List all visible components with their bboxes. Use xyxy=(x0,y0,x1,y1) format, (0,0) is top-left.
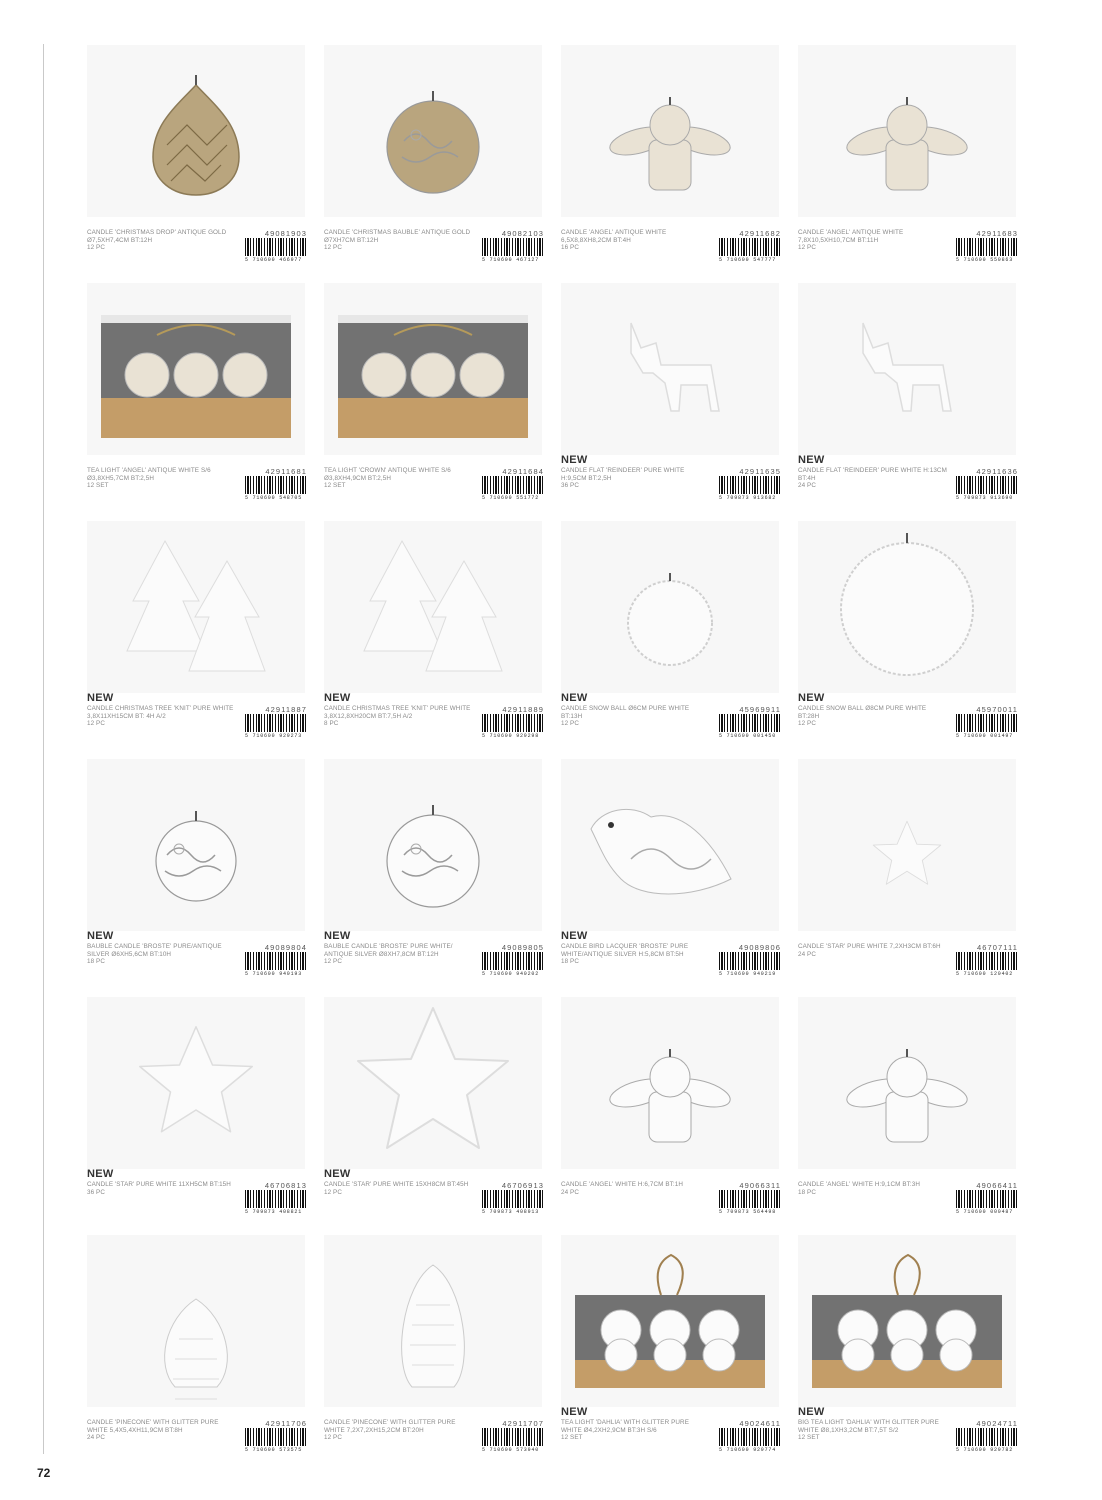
ean-number: 5 710600 120402 xyxy=(956,971,1014,977)
ean-number: 5 710600 550863 xyxy=(956,257,1014,263)
product-name: CANDLE CHRISTMAS TREE 'KNIT' PURE WHITE 3,8X11XH15CM BT: 4H A/2 xyxy=(87,705,234,720)
ean-number: 5 710600 929774 xyxy=(719,1447,777,1453)
ean-number: 5 710600 467127 xyxy=(482,257,540,263)
barcode-bars xyxy=(482,1428,544,1446)
product-name: BIG TEA LIGHT 'DAHLIA' WITH GLITTER PURE WHITE Ø8,1XH3,2CM BT:7,5T S/2 xyxy=(798,1419,939,1434)
drop-candle-icon xyxy=(87,45,305,217)
pack-size: 12 PC xyxy=(324,1188,343,1196)
tealight-box-icon xyxy=(324,283,542,455)
barcode-bars xyxy=(956,238,1018,256)
ean-number: 5 709873 408913 xyxy=(482,1209,540,1215)
ean-number: 5 710600 000487 xyxy=(956,1209,1014,1215)
pack-size: 18 PC xyxy=(561,958,580,966)
product-card xyxy=(561,759,781,997)
pack-size: 24 PC xyxy=(561,1188,580,1196)
barcode xyxy=(482,1428,544,1453)
ean-number: 5 709873 564498 xyxy=(719,1209,777,1215)
product-card xyxy=(798,521,1018,759)
product-card xyxy=(561,45,781,283)
item-number: 42911707 xyxy=(502,1419,544,1428)
new-badge: NEW xyxy=(87,1168,114,1180)
barcode-bars xyxy=(245,714,307,732)
new-badge: NEW xyxy=(561,454,588,466)
barcode xyxy=(719,476,781,501)
product-name: CANDLE 'PINECONE' WITH GLITTER PURE WHITE 5,4X5,4XH11,9CM BT:8H xyxy=(87,1419,219,1434)
angel-candle-icon xyxy=(798,45,1016,217)
product-row xyxy=(87,759,1087,997)
item-number: 49082103 xyxy=(501,229,544,238)
barcode-bars xyxy=(482,476,544,494)
product-card xyxy=(561,521,781,759)
barcode xyxy=(719,952,781,977)
product-card xyxy=(798,45,1018,283)
star-candle-icon xyxy=(87,997,305,1169)
pack-size: 12 SET xyxy=(324,482,346,490)
product-card xyxy=(87,759,307,997)
ean-number: 5 710600 573940 xyxy=(482,1447,540,1453)
new-badge: NEW xyxy=(798,1406,825,1418)
page-number: 72 xyxy=(37,1466,51,1480)
product-name: CANDLE 'PINECONE' WITH GLITTER PURE WHITE 7,2X7,2XH15,2CM BT:20H xyxy=(324,1419,456,1434)
ean-number: 5 710600 548705 xyxy=(245,495,303,501)
product-card xyxy=(798,283,1018,521)
barcode xyxy=(245,714,307,739)
item-number: 46706913 xyxy=(501,1181,544,1190)
barcode-bars xyxy=(956,1190,1018,1208)
barcode xyxy=(719,714,781,739)
pinecone-candle-icon xyxy=(87,1235,305,1407)
new-badge: NEW xyxy=(324,1168,351,1180)
product-name: CANDLE SNOW BALL Ø6CM PURE WHITE BT:13H xyxy=(561,705,690,720)
product-description xyxy=(561,229,711,252)
product-description xyxy=(561,467,711,490)
product-name: CANDLE 'ANGEL' WHITE H:9,1CM BT:3H xyxy=(798,1181,920,1188)
product-description xyxy=(561,705,711,728)
product-name: TEA LIGHT 'DAHLIA' WITH GLITTER PURE WHITE Ø4,2XH2,9CM BT:3H S/6 xyxy=(561,1419,689,1434)
ean-number: 5 710600 929298 xyxy=(482,733,540,739)
product-card xyxy=(87,1235,307,1473)
pack-size: 16 PC xyxy=(561,244,580,252)
item-number: 42911682 xyxy=(739,229,781,238)
pack-size: 18 PC xyxy=(798,1188,817,1196)
product-card xyxy=(798,1235,1018,1473)
barcode xyxy=(245,952,307,977)
new-badge: NEW xyxy=(798,692,825,704)
product-name: TEA LIGHT 'ANGEL' ANTIQUE WHITE S/6 Ø3,8XH5,7CM BT:2,5H xyxy=(87,467,211,482)
new-badge: NEW xyxy=(87,930,114,942)
barcode xyxy=(245,1190,307,1215)
reindeer-candle-icon xyxy=(798,283,1016,455)
ean-number: 5 710600 001497 xyxy=(956,733,1014,739)
product-card xyxy=(324,997,544,1235)
ean-number: 5 709873 913690 xyxy=(956,495,1014,501)
product-card xyxy=(324,283,544,521)
barcode xyxy=(956,952,1018,977)
tealight-box-icon xyxy=(87,283,305,455)
product-description xyxy=(798,943,948,958)
product-description xyxy=(324,229,474,252)
item-number: 42911636 xyxy=(976,467,1018,476)
pack-size: 12 PC xyxy=(324,958,343,966)
barcode-bars xyxy=(245,476,307,494)
product-name: CANDLE 'STAR' PURE WHITE 11XH5CM BT:15H xyxy=(87,1181,231,1188)
item-number: 46707111 xyxy=(976,943,1018,952)
pack-size: 12 PC xyxy=(798,720,817,728)
product-card xyxy=(324,759,544,997)
tree-candle-icon xyxy=(324,521,542,693)
barcode-bars xyxy=(482,952,544,970)
item-number: 42911683 xyxy=(976,229,1018,238)
product-name: BAUBLE CANDLE 'BROSTE' PURE WHITE/ ANTIQUE SILVER Ø8XH7,8CM BT:12H xyxy=(324,943,453,958)
barcode-bars xyxy=(719,714,781,732)
product-name: CANDLE CHRISTMAS TREE 'KNIT' PURE WHITE 3,8X12,8XH20CM BT:7,5H A/2 xyxy=(324,705,471,720)
product-description xyxy=(324,1181,474,1196)
product-card xyxy=(87,997,307,1235)
product-description xyxy=(324,705,474,728)
barcode-bars xyxy=(245,238,307,256)
product-description xyxy=(561,943,711,966)
product-name: CANDLE 'CHRISTMAS DROP' ANTIQUE GOLD Ø7,5XH7,4CM BT:12H xyxy=(87,229,227,244)
bauble-candle-icon xyxy=(324,759,542,931)
barcode xyxy=(482,238,544,263)
pack-size: 12 PC xyxy=(87,720,106,728)
barcode xyxy=(956,1190,1018,1215)
barcode-bars xyxy=(719,476,781,494)
pack-size: 24 PC xyxy=(798,482,817,490)
margin-rule xyxy=(43,44,44,1454)
item-number: 45969911 xyxy=(739,705,781,714)
product-card xyxy=(561,997,781,1235)
pack-size: 12 PC xyxy=(324,244,343,252)
new-badge: NEW xyxy=(324,930,351,942)
barcode-bars xyxy=(482,714,544,732)
bauble-candle-icon xyxy=(87,759,305,931)
barcode-bars xyxy=(956,714,1018,732)
item-number: 42911706 xyxy=(265,1419,307,1428)
barcode xyxy=(245,1428,307,1453)
barcode xyxy=(482,952,544,977)
item-number: 42911681 xyxy=(265,467,307,476)
ean-number: 5 710600 940219 xyxy=(719,971,777,977)
ean-number: 5 709873 913682 xyxy=(719,495,777,501)
pack-size: 18 PC xyxy=(87,958,106,966)
new-badge: NEW xyxy=(87,692,114,704)
item-number: 42911887 xyxy=(265,705,307,714)
product-card xyxy=(561,283,781,521)
new-badge: NEW xyxy=(798,454,825,466)
product-name: CANDLE 'CHRISTMAS BAUBLE' ANTIQUE GOLD Ø7XH7CM BT:12H xyxy=(324,229,471,244)
ean-number: 5 710600 551772 xyxy=(482,495,540,501)
product-name: BAUBLE CANDLE 'BROSTE' PURE/ANTIQUE SILVER Ø6XH5,6CM BT:10H xyxy=(87,943,222,958)
barcode xyxy=(245,238,307,263)
pack-size: 12 SET xyxy=(87,482,109,490)
ean-number: 5 709873 408821 xyxy=(245,1209,303,1215)
product-description xyxy=(798,467,948,490)
product-description xyxy=(87,705,237,728)
ean-number: 5 710600 466977 xyxy=(245,257,303,263)
product-card xyxy=(87,283,307,521)
item-number: 49089804 xyxy=(264,943,307,952)
item-number: 49081903 xyxy=(264,229,307,238)
barcode-bars xyxy=(245,952,307,970)
item-number: 49089806 xyxy=(738,943,781,952)
new-badge: NEW xyxy=(561,692,588,704)
product-name: CANDLE 'STAR' PURE WHITE 15XH8CM BT:45H xyxy=(324,1181,469,1188)
item-number: 42911889 xyxy=(502,705,544,714)
barcode xyxy=(956,1428,1018,1453)
product-description xyxy=(87,943,237,966)
item-number: 42911684 xyxy=(502,467,544,476)
angel-candle-icon xyxy=(561,45,779,217)
product-name: CANDLE 'ANGEL' WHITE H:6,7CM BT:1H xyxy=(561,1181,683,1188)
item-number: 49024711 xyxy=(976,1419,1018,1428)
barcode xyxy=(956,238,1018,263)
product-description xyxy=(798,1419,948,1442)
product-card xyxy=(87,45,307,283)
tree-candle-icon xyxy=(87,521,305,693)
barcode-bars xyxy=(482,238,544,256)
item-number: 42911635 xyxy=(739,467,781,476)
barcode-bars xyxy=(956,476,1018,494)
barcode xyxy=(719,238,781,263)
product-row xyxy=(87,1235,1087,1473)
reindeer-candle-icon xyxy=(561,283,779,455)
barcode xyxy=(482,1190,544,1215)
product-name: CANDLE 'ANGEL' ANTIQUE WHITE 7,8X10,5XH10,7CM BT:11H xyxy=(798,229,904,244)
product-row xyxy=(87,521,1087,759)
angel-candle-icon xyxy=(561,997,779,1169)
ean-number: 5 710600 929273 xyxy=(245,733,303,739)
pack-size: 12 PC xyxy=(324,1434,343,1442)
item-number: 49066411 xyxy=(976,1181,1018,1190)
barcode xyxy=(956,714,1018,739)
product-name: CANDLE FLAT 'REINDEER' PURE WHITE H:9,5CM BT:2,5H xyxy=(561,467,685,482)
product-description xyxy=(324,943,474,966)
product-description xyxy=(798,229,948,252)
product-description xyxy=(324,1419,474,1442)
product-description xyxy=(87,229,237,252)
product-description xyxy=(561,1181,711,1196)
barcode-bars xyxy=(245,1190,307,1208)
ean-number: 5 710600 573575 xyxy=(245,1447,303,1453)
pack-size: 12 SET xyxy=(561,1434,583,1442)
product-name: CANDLE BIRD LACQUER 'BROSTE' PURE WHITE/ANTIQUE SILVER H:5,8CM BT:5H xyxy=(561,943,689,958)
product-name: CANDLE 'ANGEL' ANTIQUE WHITE 6,5X8,8XH8,2CM BT:4H xyxy=(561,229,667,244)
pack-size: 12 PC xyxy=(87,244,106,252)
barcode-bars xyxy=(956,952,1018,970)
barcode xyxy=(245,476,307,501)
angel-candle-icon xyxy=(798,997,1016,1169)
product-grid xyxy=(87,45,1087,1473)
ean-number: 5 710600 547777 xyxy=(719,257,777,263)
product-description xyxy=(324,467,474,490)
pack-size: 24 PC xyxy=(798,950,817,958)
barcode-bars xyxy=(956,1428,1018,1446)
product-row xyxy=(87,45,1087,283)
item-number: 45970011 xyxy=(976,705,1018,714)
star-candle-icon xyxy=(324,997,542,1169)
product-description xyxy=(798,1181,948,1196)
product-card xyxy=(798,997,1018,1235)
pack-size: 36 PC xyxy=(87,1188,106,1196)
ean-number: 5 710600 001450 xyxy=(719,733,777,739)
new-badge: NEW xyxy=(561,1406,588,1418)
bauble-candle-icon xyxy=(324,45,542,217)
item-number: 49066311 xyxy=(739,1181,781,1190)
product-description xyxy=(87,1181,237,1196)
pack-size: 36 PC xyxy=(561,482,580,490)
barcode xyxy=(719,1190,781,1215)
snowball-candle-icon xyxy=(798,521,1016,693)
barcode-bars xyxy=(482,1190,544,1208)
item-number: 49024611 xyxy=(739,1419,781,1428)
bird-candle-icon xyxy=(561,759,779,931)
dahlia-box-icon xyxy=(561,1235,779,1407)
item-number: 49089805 xyxy=(501,943,544,952)
star-candle-icon xyxy=(798,759,1016,931)
pack-size: 24 PC xyxy=(87,1434,106,1442)
ean-number: 5 710600 940202 xyxy=(482,971,540,977)
barcode xyxy=(956,476,1018,501)
product-card xyxy=(798,759,1018,997)
product-card xyxy=(324,521,544,759)
new-badge: NEW xyxy=(324,692,351,704)
pinecone-candle-icon xyxy=(324,1235,542,1407)
barcode xyxy=(719,1428,781,1453)
ean-number: 5 710600 929782 xyxy=(956,1447,1014,1453)
pack-size: 12 PC xyxy=(561,720,580,728)
product-row xyxy=(87,997,1087,1235)
barcode-bars xyxy=(245,1428,307,1446)
product-row xyxy=(87,283,1087,521)
barcode-bars xyxy=(719,952,781,970)
product-description xyxy=(798,705,948,728)
product-description xyxy=(87,467,237,490)
barcode-bars xyxy=(719,238,781,256)
product-name: CANDLE 'STAR' PURE WHITE 7,2XH3CM BT:6H xyxy=(798,943,941,950)
barcode-bars xyxy=(719,1428,781,1446)
barcode xyxy=(482,714,544,739)
barcode xyxy=(482,476,544,501)
dahlia-box-icon xyxy=(798,1235,1016,1407)
product-description xyxy=(87,1419,237,1442)
snowball-candle-icon xyxy=(561,521,779,693)
product-description xyxy=(561,1419,711,1442)
product-card xyxy=(324,45,544,283)
product-card xyxy=(324,1235,544,1473)
new-badge: NEW xyxy=(561,930,588,942)
product-card xyxy=(561,1235,781,1473)
product-name: TEA LIGHT 'CROWN' ANTIQUE WHITE S/6 Ø3,8XH4,9CM BT:2,5H xyxy=(324,467,451,482)
pack-size: 12 SET xyxy=(798,1434,820,1442)
product-name: CANDLE FLAT 'REINDEER' PURE WHITE H:13CM BT:4H xyxy=(798,467,947,482)
item-number: 46706813 xyxy=(264,1181,307,1190)
ean-number: 5 710600 940193 xyxy=(245,971,303,977)
product-card xyxy=(87,521,307,759)
pack-size: 8 PC xyxy=(324,720,339,728)
pack-size: 12 PC xyxy=(798,244,817,252)
product-name: CANDLE SNOW BALL Ø8CM PURE WHITE BT:28H xyxy=(798,705,927,720)
barcode-bars xyxy=(719,1190,781,1208)
